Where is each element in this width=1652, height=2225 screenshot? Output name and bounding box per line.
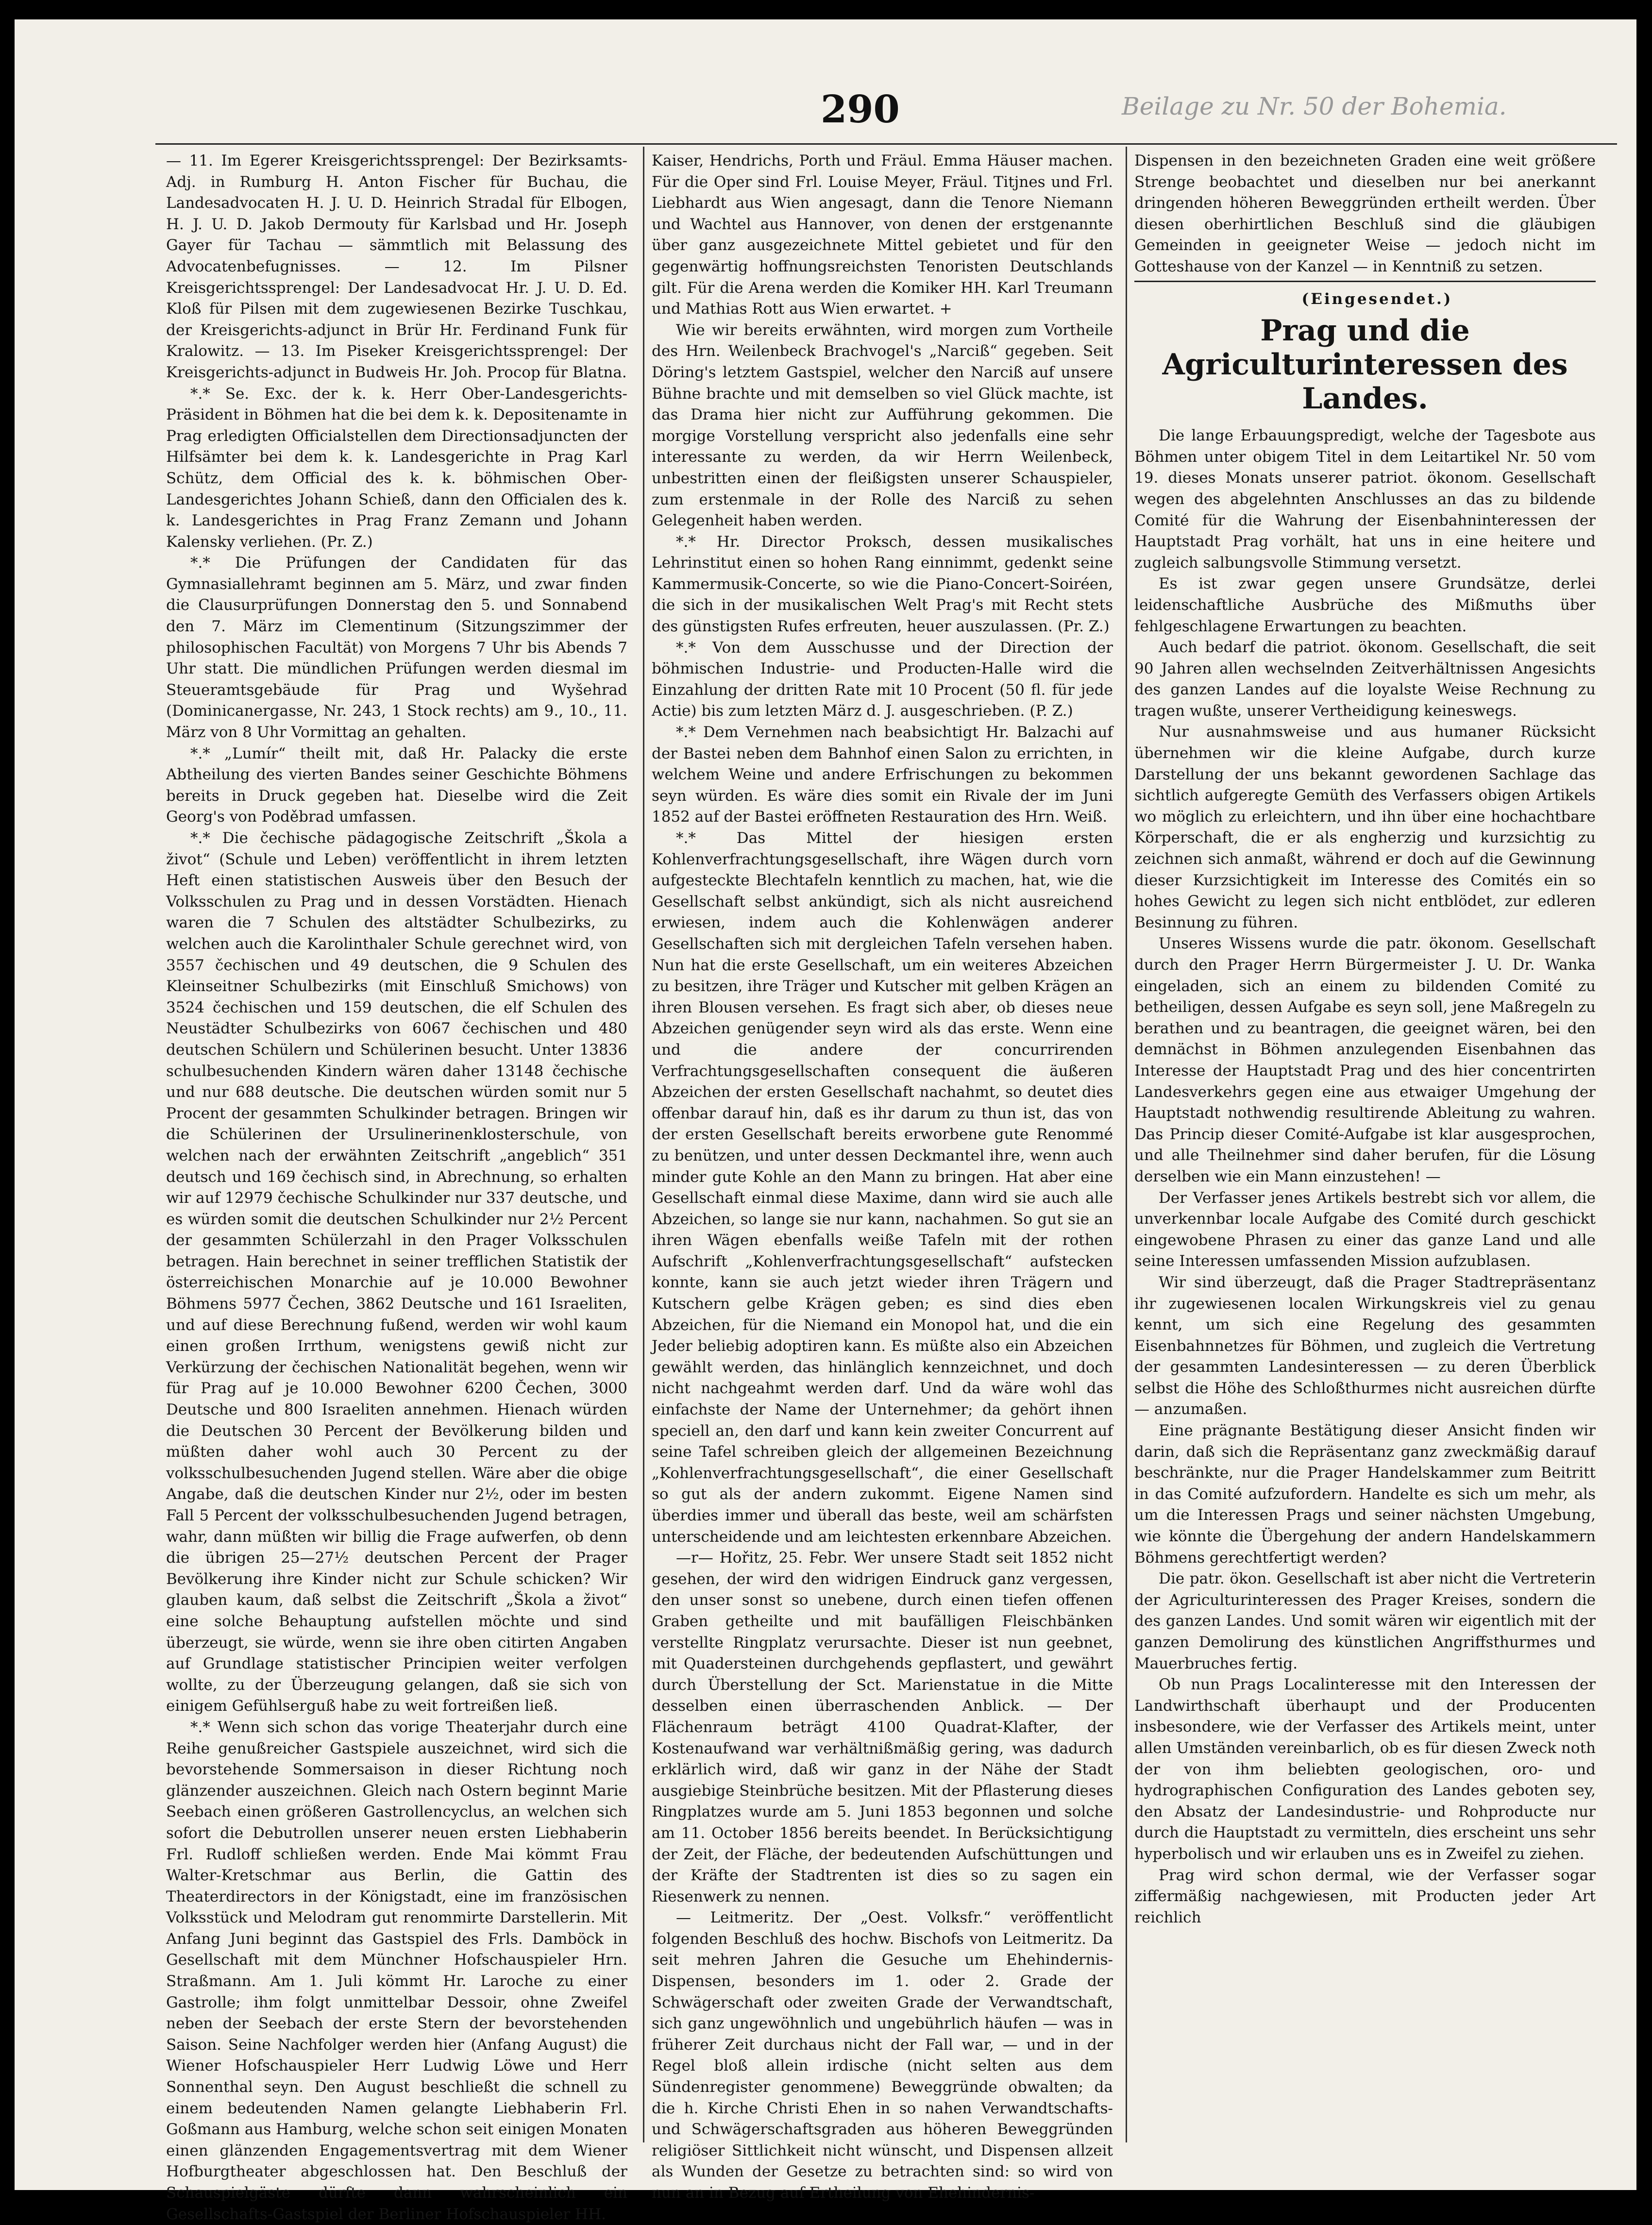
article-paragraph: *.* „Lumír“ theilt mit, daß Hr. Palacky die erste Abtheilung des vierten Bandes seiner Geschichte Böhmens bereits in Druck gegeben hat. Dieselbe wird die Zeit Georg's von Poděbrad umfassen. <box>166 744 627 826</box>
article-paragraph: *.* Die Prüfungen der Candidaten für das Gymnasiallehramt beginnen am 5. März, und zwar finden die Clausurprüfungen Donnerstag den 5. und Sonnabend den 7. März im Clementinum (Sitzungszimmer der philosophischen Facultät) von Morgens 7 Uhr bis Abends 7 Uhr statt. Die mündlichen Prüfungen werden diesmal im Steueramtsgebäude für Prag und Wyšehrad (Dominicanergasse, Nr. 243, 1 Stock rechts) am 9., 10., 11. März von 8 Uhr Vormittag an gehalten. <box>166 554 627 742</box>
column-1 <box>166 151 627 2225</box>
column-2 <box>652 151 1113 2204</box>
article-title: Prag und die Agriculturinteressen des Landes. <box>1162 314 1568 416</box>
article-paragraph: Dispensen in den bezeichneten Graden eine weit größere Strenge beobachtet und dieselben nur bei anerkannt dringenden höheren Beweggründen ertheilt werden. Über diesen oberhirtlichen Beschluß sind die gläubigen Gemeinden in geeigneter Weise — jedoch nicht im Gotteshause von der Kanzel — in Kenntniß zu setzen. <box>1134 152 1596 275</box>
article-paragraph: Die lange Erbauungspredigt, welche der Tagesbote aus Böhmen unter obigem Titel in dem Leitartikel Nr. 50 vom 19. dieses Monats unserer patriot. ökonom. Gesellschaft wegen des abgelehnten Anschlusses an das zu bildende Comité für die Wahrung der Eisenbahninteressen der Hauptstadt Prag vorhält, hat uns in eine heitere und zugleich salbungsvolle Stimmung versetzt. <box>1134 427 1596 572</box>
article-paragraph: Kaiser, Hendrichs, Porth und Fräul. Emma Häuser machen. Für die Oper sind Frl. Louise Meyer, Fräul. Titjnes und Frl. Liebhardt aus Wien angesagt, dann die Tenore Niemann und Wachtel aus Hannover, von denen der erstgenannte über ganz ausgezeichnete Mittel gebietet und für den gegenwärtig hoffnungsreichsten Tenoristen Deutschlands gilt. Für die Arena werden die Komiker HH. Karl Treumann und Mathias Rott aus Wien erwartet. + <box>652 152 1113 318</box>
section-label: (Eingesendet.) <box>1301 290 1453 308</box>
article-paragraph: Auch bedarf die patriot. ökonom. Gesellschaft, die seit 90 Jahren allen wechselnden Zeitverhältnissen Angesichts des ganzen Landes auf die loyalste Weise Rechnung zu tragen wußte, unserer Vertheidigung keineswegs. <box>1134 639 1596 720</box>
column-divider-2 <box>1126 147 1127 2142</box>
article-paragraph: —r— Hořitz, 25. Febr. Wer unsere Stadt seit 1852 nicht gesehen, der wird den widrigen Eindruck ganz vergessen, den unser sonst so unebene, durch einen tiefen offenen Graben getheilte und mit baufälligen Fleischbänken verstellte Ringplatz verursachte. Dieser ist nun geebnet, mit Quadersteinen durchgehends gepflastert, und gewährt durch Überstellung der Sct. Marienstatue in die Mitte desselben einen überraschenden Anblick. — Der Flächenraum beträgt 4100 Quadrat-Klafter, der Kostenaufwand war verhältnißmäßig gering, was dadurch erklärlich wird, daß wir ganz in der Nähe der Stadt ausgiebige Steinbrüche besitzen. Mit der Pflasterung dieses Ringplatzes wurde am 5. Juni 1853 begonnen und solche am 11. October 1856 bereits beendet. In Berücksichtigung der Zeit, der Fläche, der bedeutenden Aufschüttungen und der Kräfte der Stadtrenten ist dies so zu sagen ein Riesenwerk zu nennen. <box>652 1549 1113 1905</box>
column-3 <box>1134 151 1596 1928</box>
article-paragraph: Ob nun Prags Localinteresse mit den Interessen der Landwirthschaft überhaupt und der Producenten insbesondere, wie der Verfasser des Artikels meint, unter allen Umständen vereinbarlich, ob es für diesen Zweck noth der von ihm beliebten geologischen, oro- und hydrographischen Configuration des Landes geboten sey, den Absatz der Landesindustrie- und Rohproducte nur durch die Hauptstadt zu vermitteln, dies erscheint uns sehr hyperbolisch und wir erlauben uns es in Zweifel zu ziehen. <box>1134 1676 1596 1863</box>
article-paragraph: Wir sind überzeugt, daß die Prager Stadtrepräsentanz ihr zugewiesenen localen Wirkungskreis viel zu genau kennt, um sich eine Regelung des gesammten Eisenbahnnetzes für Böhmen, und zugleich die Vertretung der gesammten Landesinteressen — zu deren Überblick selbst die Höhe des Schloßthurmes nicht ausreichen dürfte — anzumaßen. <box>1134 1273 1596 1418</box>
article-paragraph: *.* Hr. Director Proksch, dessen musikalisches Lehrinstitut einen so hohen Rang einnimmt, gedenkt seine Kammermusik-Concerte, so wie die Piano-Concert-Soiréen, die sich in der musikalischen Welt Prag's mit Recht stets des günstigsten Rufes erfreuten, heuer auszulassen. (Pr. Z.) <box>652 533 1113 636</box>
article-paragraph: Nur ausnahmsweise und aus humaner Rücksicht übernehmen wir die kleine Aufgabe, durch kurze Darstellung der uns bekannt gewordenen Sachlage das sichtlich aufgeregte Gemüth des Verfassers obigen Artikels wo möglich zu erleichtern, und ihn über eine hochachtbare Körperschaft, die er als engherzig und kurzsichtig zu zeichnen sich anmaßt, während er doch auf die Gewinnung dieser Kurzsichtigkeit im Interesse des Comités ein so hohes Gewicht zu legen sich nicht entblödet, zur edleren Besinnung zu führen. <box>1134 723 1596 931</box>
running-head: Beilage zu Nr. 50 der Bohemia. <box>1122 92 1507 120</box>
article-paragraph: Wie wir bereits erwähnten, wird morgen zum Vortheile des Hrn. Weilenbeck Brachvogel's „Narciß“ gegeben. Seit Döring's letztem Gastspiel, welcher den Narciß auf unsere Bühne brachte und mit demselben so viel Glück machte, ist das Drama hier nicht zur Aufführung gekommen. Die morgige Vorstellung verspricht also jedenfalls eine sehr interessante zu werden, da wir Herrn Weilenbeck, unbestritten einen der fleißigsten unserer Schauspieler, zum erstenmale in der Rolle des Narciß zu sehen Gelegenheit haben werden. <box>652 321 1113 530</box>
article-paragraph: *.* Die čechische pädagogische Zeitschrift „Škola a život“ (Schule und Leben) veröffentlicht in ihrem letzten Heft einen statistischen Ausweis über den Besuch der Volksschulen zu Prag und in dessen Vorstädten. Hienach waren die 7 Schulen des altstädter Schulbezirks, zu welchen auch die Karolinthaler Schule gerechnet wird, von 3557 čechischen und 49 deutschen, die 9 Schulen des Kleinseitner Schulbezirks (mit Einschluß Smichows) von 3524 čechischen und 159 deutschen, die elf Schulen des Neustädter Schulbezirks von 6067 čechischen und 480 deutschen Schülern und Schülerinen besucht. Unter 13836 schulbesuchenden Kindern wären daher 13148 čechische und nur 688 deutsche. Die deutschen würden somit nur 5 Procent der gesammten Schulkinder betragen. Bringen wir die Schülerinen der Ursulinerinenklosterschule, von welchen nach der erwähnten Zeitschrift „angeblich“ 351 deutsch und 169 čechisch sind, in Abrechnung, so erhalten wir auf 12979 čechische Schulkinder nur 337 deutsche, und es würden somit die deutschen Schulkinder nur 2½ Percent der gesammten Schülerzahl in den Prager Volksschulen betragen. Hain berechnet in seiner trefflichen Statistik der österreichischen Monarchie auf je 10.000 Bewohner Böhmens 5977 Čechen, 3862 Deutsche und 161 Israeliten, und auf diese Berechnung fußend, werden wir wohl kaum einen großen Irrthum, wenigstens gewiß nicht zur Verkürzung der čechischen Nationalität begehen, wenn wir für Prag auf je 10.000 Bewohner 6200 Čechen, 3000 Deutsche und 800 Israeliten annehmen. Hienach würden die Deutschen 30 Percent der Bevölkerung bilden und müßten daher wohl auch 30 Percent zu der volksschulbesuchenden Jugend stellen. Wäre aber die obige Angabe, daß die deutschen Kinder nur 2½, oder im besten Fall 5 Percent der volksschulbesuchenden Jugend betragen, wahr, dann müßten wir billig die Frage aufwerfen, ob denn die übrigen 25—27½ deutschen Percent der Prager Bevölkerung ihre Kinder nicht zur Schule schicken? Wir glauben kaum, daß selbst die Zeitschrift „Škola a život“ eine solche Behauptung aufstellen möchte und sind überzeugt, sie würde, wenn sie ihre oben citirten Angaben auf Grundlage statistischer Principien weiter verfolgen wollte, zu der Überzeugung gelangen, daß sie sich von einigem Gefühlserguß habe zu weit fortreißen ließ. <box>166 829 627 1715</box>
article-paragraph: Es ist zwar gegen unsere Grundsätze, derlei leidenschaftliche Ausbrüche des Mißmuths über fehlgeschlagene Erwartungen zu beachten. <box>1134 575 1596 635</box>
article-paragraph: Der Verfasser jenes Artikels bestrebt sich vor allem, die unverkennbar locale Aufgabe des Comité durch geschickt eingewobene Phrasen zu einer das ganze Land und alle seine Interessen umfassenden Mission aufzublasen. <box>1134 1189 1596 1270</box>
newspaper-page <box>15 19 1636 2223</box>
article-paragraph: Unseres Wissens wurde die patr. ökonom. Gesellschaft durch den Prager Herrn Bürgermeister J. U. Dr. Wanka eingeladen, sich an einem zu bildenden Comité zu betheiligen, dessen Aufgabe es seyn soll, jene Maßregeln zu berathen und zu beantragen, die geeignet wären, bei den demnächst in Böhmen anzulegenden Eisenbahnen das Interesse der Hauptstadt Prag und des hier concentrirten Landesverkehrs gegen eine aus etwaiger Umgehung der Hauptstadt nothwendig resultirende Ableitung zu wahren. Das Princip dieser Comité-Aufgabe ist klar ausgesprochen, und alle Theilnehmer sind daher berufen, für die Lösung derselben wie ein Mann einzustehen! — <box>1134 935 1596 1185</box>
article-paragraph: *.* Wenn sich schon das vorige Theaterjahr durch eine Reihe genußreicher Gastspiele auszeichnet, wird sich die bevorstehende Sommersaison in dieser Richtung noch glänzender auszeichnen. Gleich nach Ostern beginnt Marie Seebach einen größeren Gastrollencyclus, an welchen sich sofort die Debutrollen unserer neuen ersten Liebhaberin Frl. Rudloff schließen werden. Ende Mai kömmt Frau Walter-Kretschmar aus Berlin, die Gattin des Theaterdirectors in der Königstadt, eine im französischen Volksstück und Melodram gut renommirte Darstellerin. Mit Anfang Juni beginnt das Gastspiel des Frls. Damböck in Gesellschaft mit dem Münchner Hofschauspieler Hrn. Straßmann. Am 1. Juli kömmt Hr. Laroche zu einer Gastrolle; ihm folgt unmittelbar Dessoir, ohne Zweifel neben der Seebach der erste Stern der bevorstehenden Saison. Seine Nachfolger werden hier (Anfang August) die Wiener Hofschauspieler Herr Ludwig Löwe und Herr Sonnenthal seyn. Den August beschließt die schnell zu einem bedeutenden Namen gelangte Liebhaberin Frl. Goßmann aus Hamburg, welche schon seit einigen Monaten einen glänzenden Engagementsvertrag mit dem Wiener Hofburgtheater abgeschlossen hat. Den Beschluß der Schauspielgäste dürfte dann wahrscheinlich ein Gesellschafts-Gastspiel der Berliner Hofschauspieler HH. <box>166 1718 627 2223</box>
article-paragraph: Eine prägnante Bestätigung dieser Ansicht finden wir darin, daß sich die Repräsentanz ganz zweckmäßig darauf beschränkte, nur die Prager Handelskammer zum Beitritt in das Comité aufzufordern. Handelte es sich um mehr, als um die Interessen Prags und seiner nächsten Umgebung, wie könnte die Übergehung der andern Handelskammern Böhmens gerechtfertigt werden? <box>1134 1422 1596 1567</box>
article-paragraph: — Leitmeritz. Der „Oest. Volksfr.“ veröffentlicht folgenden Beschluß des hochw. Bischofs von Leitmeritz. Da seit mehren Jahren die Gesuche um Ehehindernis-Dispensen, besonders im 1. oder 2. Grade der Schwägerschaft oder zweiten Grade der Verwandtschaft, sich ganz ungewöhnlich und ungebührlich häufen — was in früherer Zeit durchaus nicht der Fall war, — und in der Regel bloß allein irdische (nicht selten aus dem Sündenregister genommene) Beweggründe obwalten; da die h. Kirche Christi Ehen in so nahen Verwandtschafts- und Schwägerschaftsgraden aus höheren Beweggründen religiöser Sittlichkeit nicht wünscht, und Dispensen allzeit als Wunden der Gesetze zu betrachten sind: so wird von nun an in Bezug auf Ertheilung von Ehehindernis- <box>652 1909 1113 2202</box>
column-divider-1 <box>643 147 644 2142</box>
section-rule <box>1134 281 1596 282</box>
header-rule <box>155 143 1617 145</box>
article-paragraph: *.* Von dem Ausschusse und der Direction der böhmischen Industrie- und Producten-Halle wird die Einzahlung der dritten Rate mit 10 Procent (50 fl. für jede Actie) bis zum letzten März d. J. ausgeschrieben. (P. Z.) <box>652 639 1113 720</box>
article-paragraph: Prag wird schon dermal, wie der Verfasser sogar ziffermäßig nachgewiesen, mit Producten jeder Art reichlich <box>1134 1866 1596 1926</box>
article-paragraph: *.* Se. Exc. der k. k. Herr Ober-Landesgerichts-Präsident in Böhmen hat die bei dem k. k. Depositenamte in Prag erledigten Officialstellen dem Directionsadjuncten der Hilfsämter bei dem k. k. Landesgerichte in Prag Karl Schütz, dem Official des k. k. böhmischen Ober-Landesgerichtes Johann Schieß, dann den Officialen des k. k. Landesgerichtes in Prag Franz Zemann und Johann Kalensky verliehen. (Pr. Z.) <box>166 385 627 551</box>
article-paragraph: *.* Das Mittel der hiesigen ersten Kohlenverfrachtungsgesellschaft, ihre Wägen durch vorn aufgesteckte Blechtafeln kenntlich zu machen, hat, wie die Gesellschaft selbst ankündigt, sich als nicht ausreichend erwiesen, indem auch die Kohlenwägen anderer Gesellschaften sich mit dergleichen Tafeln versehen haben. Nun hat die erste Gesellschaft, um ein weiteres Abzeichen zu besitzen, ihre Träger und Kutscher mit gelben Krägen an ihren Blousen versehen. Es fragt sich aber, ob dieses neue Abzeichen genügender seyn wird als das erste. Wenn eine und die andere der concurrirenden Verfrachtungsgesellschaften consequent die äußeren Abzeichen der ersten Gesellschaft nachahmt, so deutet dies offenbar darauf hin, daß es ihr darum zu thun ist, das von der ersten Gesellschaft bereits erworbene gute Renommé zu benützen, und unter dessen Deckmantel ihre, wenn auch minder gute Kohle an den Mann zu bringen. Hat aber eine Gesellschaft einmal diese Maxime, dann wird sie auch alle Abzeichen, so lange sie nur kann, nachahmen. So gut sie an ihren Wägen ebenfalls weiße Tafeln mit der rothen Aufschrift „Kohlenverfrachtungsgesellschaft“ aufstecken konnte, kann sie auch jetzt wieder ihren Trägern und Kutschern gelbe Krägen geben; es sind dies eben Abzeichen, für die Niemand ein Monopol hat, und die ein Jeder beliebig adoptiren kann. Es müßte also ein Abzeichen gewählt werden, das hinlänglich kennzeichnet, und doch nicht nachgeahmt werden darf. Und da wäre wohl das einfachste der Name der Unternehmer; da gehört ihnen speciell an, den darf und kann kein zweiter Concurrent auf seine Tafel schreiben gleich der allgemeinen Bezeichnung „Kohlenverfrachtungsgesellschaft“, die einer Gesellschaft so gut als der andern zukommt. Eigene Namen sind überdies immer und überall das beste, weil am schärfsten unterscheidende und am leichtesten erkennbare Abzeichen. <box>652 829 1113 1546</box>
article-paragraph: *.* Dem Vernehmen nach beabsichtigt Hr. Balzachi auf der Bastei neben dem Bahnhof einen Salon zu errichten, in welchem Weine und andere Erfrischungen zu bekommen seyn würden. Es wäre dies somit ein Rivale der im Juni 1852 auf der Bastei eröffneten Restauration des Hrn. Weiß. <box>652 724 1113 826</box>
article-paragraph: Die patr. ökon. Gesellschaft ist aber nicht die Vertreterin der Agriculturinteressen des Prager Kreises, sondern die des ganzen Landes. Und somit wären wir eigentlich mit der ganzen Demolirung des künstlichen Angriffsthurmes und Mauerbruches fertig. <box>1134 1570 1596 1672</box>
article-paragraph: — 11. Im Egerer Kreisgerichtssprengel: Der Bezirksamts-Adj. in Rumburg H. Anton Fischer für Buchau, die Landesadvocaten H. J. U. D. Heinrich Stradal für Elbogen, H. J. U. D. Jakob Dermouty für Karlsbad und Hr. Joseph Gayer für Tachau — sämmtlich mit Belassung des Advocatenbefugnisses. — 12. Im Pilsner Kreisgerichtssprengel: Der Landesadvocat Hr. J. U. D. Ed. Kloß für Pilsen mit dem zugewiesenen Bezirke Tuschkau, der Kreisgerichts-adjunct in Brür Hr. Ferdinand Funk für Kralowitz. — 13. Im Piseker Kreisgerichtssprengel: Der Kreisgerichts-adjunct in Budweis Hr. Joh. Procop für Blatna. <box>166 152 627 381</box>
page-number: 290 <box>821 87 900 132</box>
